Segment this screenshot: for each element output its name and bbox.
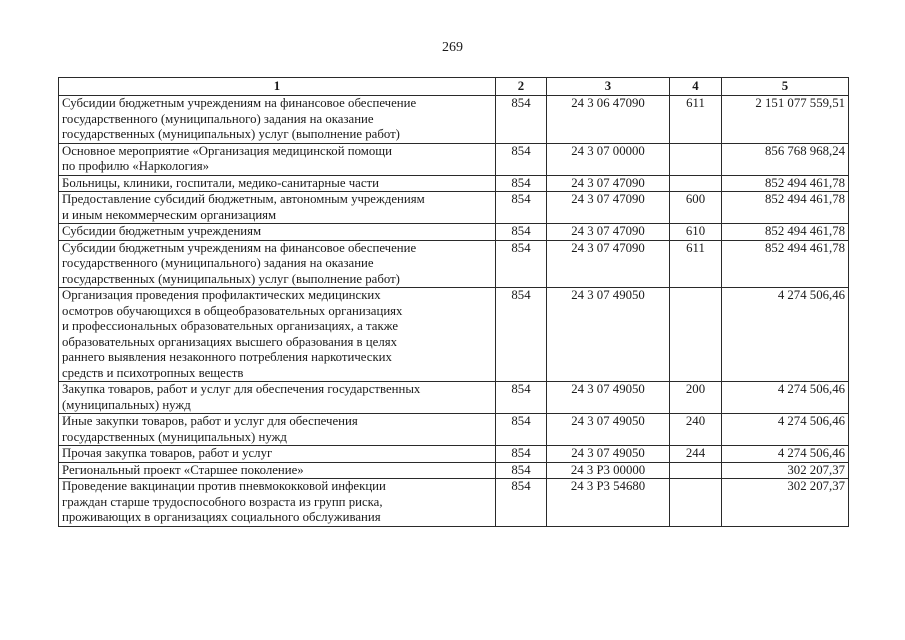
header-col-department: 2: [496, 78, 547, 96]
row-amount: 4 274 506,46: [722, 446, 849, 463]
table-row: [59, 462, 849, 479]
page-number: 269: [442, 40, 463, 55]
row-name: Иные закупки товаров, работ и услуг для обеспечения государственных (муниципальных) нужд: [59, 414, 496, 446]
row-expense-type: 610: [670, 224, 722, 241]
row-amount: 4 274 506,46: [722, 288, 849, 382]
header-col-target-item: 3: [547, 78, 670, 96]
row-amount: 4 274 506,46: [722, 414, 849, 446]
table-row: [59, 414, 849, 446]
header-col-expense-type: 4: [670, 78, 722, 96]
row-department: 854: [496, 192, 547, 224]
table-row: [59, 224, 849, 241]
row-name: Субсидии бюджетным учреждениям: [59, 224, 496, 241]
header-col-amount: 5: [722, 78, 849, 96]
header-col-name: 1: [59, 78, 496, 96]
row-amount: 4 274 506,46: [722, 382, 849, 414]
table-row: [59, 288, 849, 382]
table-row: [59, 382, 849, 414]
table-row: [59, 143, 849, 175]
row-expense-type: [670, 479, 722, 527]
row-target-item: 24 3 Р3 54680: [547, 479, 670, 527]
row-department: 854: [496, 462, 547, 479]
row-department: 854: [496, 479, 547, 527]
row-target-item: 24 3 07 00000: [547, 143, 670, 175]
row-target-item: 24 3 07 47090: [547, 240, 670, 288]
budget-table: [58, 77, 849, 527]
table-row: [59, 240, 849, 288]
row-department: 854: [496, 175, 547, 192]
row-name: Субсидии бюджетным учреждениям на финансовое обеспечение государственного (муниципального) задания на оказание государственных (муниципальных) услуг (выполнение работ): [59, 96, 496, 144]
row-expense-type: 611: [670, 96, 722, 144]
row-amount: 302 207,37: [722, 479, 849, 527]
row-target-item: 24 3 07 47090: [547, 224, 670, 241]
row-target-item: 24 3 07 49050: [547, 382, 670, 414]
row-target-item: 24 3 07 49050: [547, 446, 670, 463]
row-department: 854: [496, 96, 547, 144]
row-expense-type: 244: [670, 446, 722, 463]
row-target-item: 24 3 06 47090: [547, 96, 670, 144]
row-name: Региональный проект «Старшее поколение»: [59, 462, 496, 479]
row-target-item: 24 3 Р3 00000: [547, 462, 670, 479]
table-row: [59, 192, 849, 224]
row-amount: 852 494 461,78: [722, 240, 849, 288]
row-department: 854: [496, 143, 547, 175]
row-amount: 852 494 461,78: [722, 192, 849, 224]
row-department: 854: [496, 414, 547, 446]
row-amount: 852 494 461,78: [722, 224, 849, 241]
row-amount: 2 151 077 559,51: [722, 96, 849, 144]
row-target-item: 24 3 07 47090: [547, 175, 670, 192]
row-name: Организация проведения профилактических медицинских осмотров обучающихся в общеобразовательных организациях и профессиональных образовательных организациях, а также образовательных организациях высшего образования в целях раннего выявления незаконного потребления наркотических средств и психотропных веществ: [59, 288, 496, 382]
row-department: 854: [496, 446, 547, 463]
row-amount: 856 768 968,24: [722, 143, 849, 175]
row-name: Основное мероприятие «Организация медицинской помощи по профилю «Наркология»: [59, 143, 496, 175]
table-header-row: [59, 78, 849, 96]
row-department: 854: [496, 288, 547, 382]
row-expense-type: [670, 288, 722, 382]
row-name: Субсидии бюджетным учреждениям на финансовое обеспечение государственного (муниципального) задания на оказание государственных (муниципальных) услуг (выполнение работ): [59, 240, 496, 288]
row-department: 854: [496, 224, 547, 241]
row-name: Предоставление субсидий бюджетным, автономным учреждениям и иным некоммерческим организациям: [59, 192, 496, 224]
table-row: [59, 446, 849, 463]
row-name: Проведение вакцинации против пневмококковой инфекции граждан старше трудоспособного возраста из групп риска, проживающих в организациях социального обслуживания: [59, 479, 496, 527]
row-amount: 302 207,37: [722, 462, 849, 479]
row-target-item: 24 3 07 49050: [547, 288, 670, 382]
row-name: Прочая закупка товаров, работ и услуг: [59, 446, 496, 463]
row-department: 854: [496, 382, 547, 414]
row-amount: 852 494 461,78: [722, 175, 849, 192]
table-row: [59, 175, 849, 192]
row-target-item: 24 3 07 47090: [547, 192, 670, 224]
row-expense-type: 200: [670, 382, 722, 414]
table-row: [59, 96, 849, 144]
row-name: Больницы, клиники, госпитали, медико-санитарные части: [59, 175, 496, 192]
row-department: 854: [496, 240, 547, 288]
row-expense-type: 611: [670, 240, 722, 288]
table-row: [59, 479, 849, 527]
row-expense-type: [670, 462, 722, 479]
row-target-item: 24 3 07 49050: [547, 414, 670, 446]
row-expense-type: 600: [670, 192, 722, 224]
row-name: Закупка товаров, работ и услуг для обеспечения государственных (муниципальных) нужд: [59, 382, 496, 414]
row-expense-type: [670, 175, 722, 192]
row-expense-type: 240: [670, 414, 722, 446]
row-expense-type: [670, 143, 722, 175]
